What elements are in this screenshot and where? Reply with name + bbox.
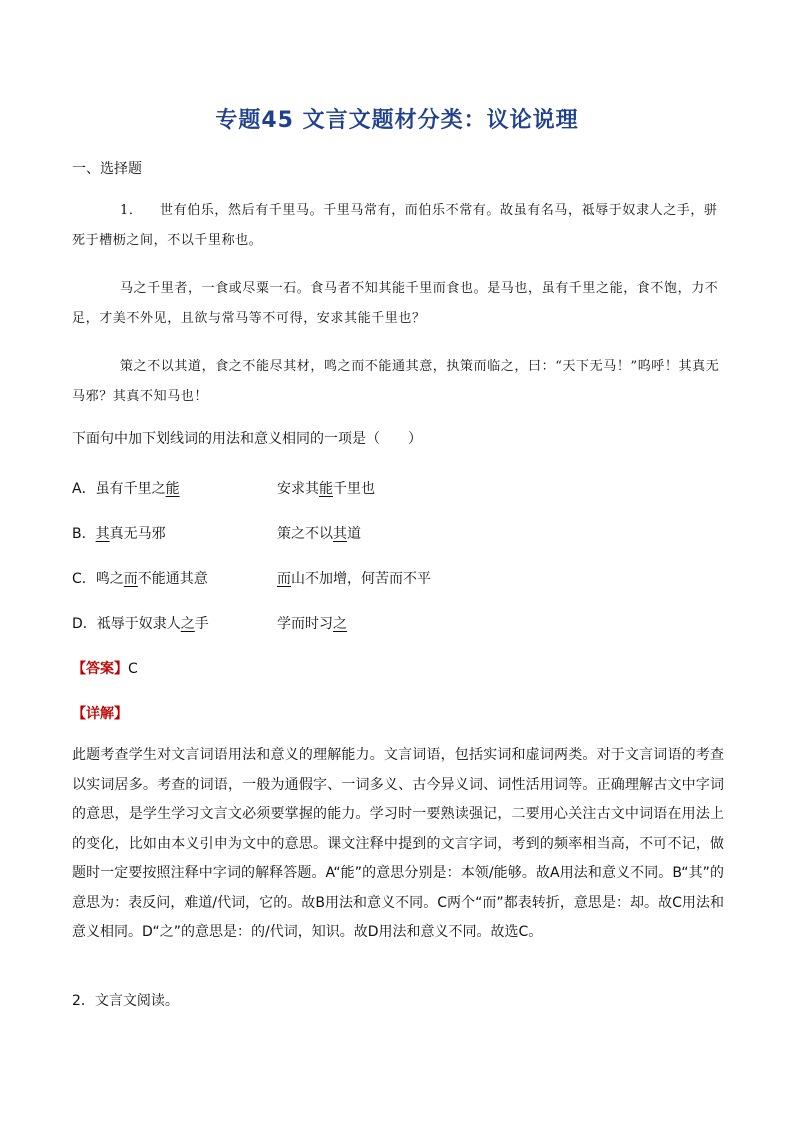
option-c (72, 568, 724, 592)
underlined-word: 之 (180, 616, 195, 632)
option-text: 不能通其意 (137, 571, 208, 587)
option-a-right (277, 478, 375, 498)
option-letter: B． (72, 526, 96, 542)
detail-label-text: 【详解】 (72, 706, 128, 722)
option-b-left (72, 523, 166, 543)
answer-label: 【答案】 (72, 661, 128, 677)
underlined-word: 其 (333, 526, 347, 542)
underlined-word: 其 (95, 526, 110, 542)
question-number: 1． (120, 203, 143, 218)
option-text: 策之不以 (277, 526, 333, 542)
passage-paragraph-2 (72, 274, 724, 334)
option-text: 学而时习 (277, 616, 333, 632)
option-text: 虽有千里之 (95, 481, 166, 497)
option-a (72, 478, 724, 502)
underlined-word: 能 (165, 481, 180, 497)
question-prompt: 下面句中加下划线词的用法和意义相同的一项是（ ） (72, 431, 422, 447)
option-text: 鸣之 (95, 571, 124, 587)
option-c-right (277, 568, 431, 588)
section-heading: 一、选择题 (72, 161, 142, 177)
option-letter: D． (72, 616, 97, 632)
page-title: 专题45 文言文题材分类：议论说理 (215, 108, 579, 133)
option-text: 道 (347, 526, 361, 542)
question-2-heading: 2．文言文阅读。 (72, 993, 179, 1009)
answer-value: C (128, 661, 138, 677)
detail-label (72, 703, 128, 723)
option-d-right (277, 613, 347, 633)
option-text: 真无马邪 (109, 526, 166, 542)
option-text: 安求其 (277, 481, 319, 497)
option-text: 千里也 (333, 481, 375, 497)
option-text: 祗辱于奴隶人 (96, 616, 181, 632)
underlined-word: 能 (319, 481, 333, 497)
underlined-word: 之 (333, 616, 347, 632)
passage-text-2: 马之千里者，一食或尽粟一石。食马者不知其能千里而食也。是马也，虽有千里之能，食不饱，力不足，才美不外见，且欲与常马等不可得，安求其能千里也？ (72, 281, 719, 326)
option-text: 手 (194, 616, 209, 632)
option-b (72, 523, 724, 547)
option-a-left (72, 478, 180, 498)
passage-paragraph-1 (72, 196, 724, 256)
underlined-word: 而 (277, 571, 291, 587)
option-b-right (277, 523, 361, 543)
answer-line (72, 658, 138, 678)
option-c-left (72, 568, 208, 588)
option-d (72, 613, 724, 637)
option-text: 山不加增，何苦而不平 (291, 571, 431, 587)
option-letter: C． (72, 571, 96, 587)
underlined-word: 而 (123, 571, 138, 587)
explanation-paragraph: 此题考查学生对文言词语用法和意义的理解能力。文言词语，包括实词和虚词两类。对于文言词语的考查以实词居多。考查的词语，一般为通假字、一词多义、古今异义词、词性活用词等。正确理解古文中字词的意思，是学生学习文言文必须要掌握的能力。学习时一要熟读强记，二要用心关注古文中词语在用法上的变化，比如由本义引申为文中的意思。课文注释中提到的文言字词，考到的频率相当高，不可不记，做题时一定要按照注释中字词的解释答题。A“能”的意思分别是：本领/能够。故A用法和意义不同。B“其”的意思为：表反问，难道/代词，它的。故B用法和意义不同。C两个“而”都表转折，意思是：却。故C用法和意义相同。D“之”的意思是：的/代词，知识。故D用法和意义不同。故选C。 (72, 747, 724, 940)
passage-paragraph-3 (72, 352, 724, 412)
option-d-left (72, 613, 209, 633)
passage-text-1: 世有伯乐，然后有千里马。千里马常有，而伯乐不常有。故虽有名马，祗辱于奴隶人之手，骈死于槽枥之间，不以千里称也。 (72, 203, 718, 248)
option-letter: A． (72, 481, 96, 497)
passage-text-3: 策之不以其道，食之不能尽其材，鸣之而不能通其意，执策而临之，曰：“天下无马！”呜呼！其真无马邪？其真不知马也！ (72, 359, 720, 404)
